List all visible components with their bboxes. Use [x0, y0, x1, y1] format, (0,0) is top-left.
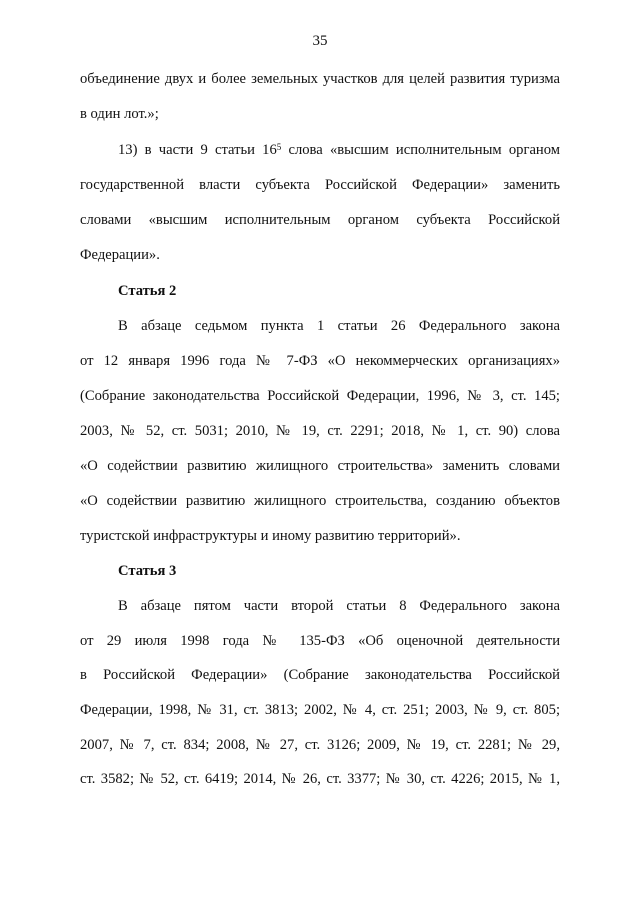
text-line: ст. 3582; № 52, ст. 6419; 2014, № 26, ст. 3377; № 30, ст. 4226; 2015, № 1, [80, 771, 560, 787]
text-line: от 12 января 1996 года № 7-ФЗ «О некоммерческих организациях» [80, 353, 560, 369]
page-number: 35 [312, 33, 328, 49]
text-line: В абзаце пятом части второй статьи 8 Федерального закона [118, 598, 560, 614]
article-3-heading: Статья 3 [118, 563, 177, 579]
text-line: туристской инфраструктуры и иному развитию территорий». [80, 528, 461, 544]
text-line: Федерации». [80, 247, 160, 263]
text-line: 2007, № 7, ст. 834; 2008, № 27, ст. 3126; 2009, № 19, ст. 2281; № 29, [80, 737, 560, 753]
text-line: «О содействии развитию жилищного строительства» заменить словами [80, 458, 560, 474]
superscript: 5 [276, 142, 282, 152]
text-line: В абзаце седьмом пункта 1 статьи 26 Федерального закона [118, 318, 560, 334]
text-line: в один лот.»; [80, 106, 159, 122]
text-line: в Российской Федерации» (Собрание законодательства Российской [80, 667, 560, 683]
text-line: государственной власти субъекта Российской Федерации» заменить [80, 177, 560, 193]
text-line: словами «высшим исполнительным органом субъекта Российской [80, 212, 560, 228]
article-2-heading: Статья 2 [118, 283, 177, 299]
text-line [118, 141, 560, 159]
text-fragment: 13) в части 9 статьи 16 [118, 142, 277, 158]
text-line: «О содействии развитию жилищного строительства, созданию объектов [80, 493, 560, 509]
text-line: объединение двух и более земельных участков для целей развития туризма [80, 71, 560, 87]
text-line: Федерации, 1998, № 31, ст. 3813; 2002, № 4, ст. 251; 2003, № 9, ст. 805; [80, 702, 560, 718]
text-fragment: слова «высшим исполнительным органом [281, 142, 560, 158]
text-line: (Собрание законодательства Российской Федерации, 1996, № 3, ст. 145; [80, 388, 560, 404]
text-line: от 29 июля 1998 года № 135-ФЗ «Об оценочной деятельности [80, 633, 560, 649]
text-line: 2003, № 52, ст. 5031; 2010, № 19, ст. 2291; 2018, № 1, ст. 90) слова [80, 423, 560, 439]
